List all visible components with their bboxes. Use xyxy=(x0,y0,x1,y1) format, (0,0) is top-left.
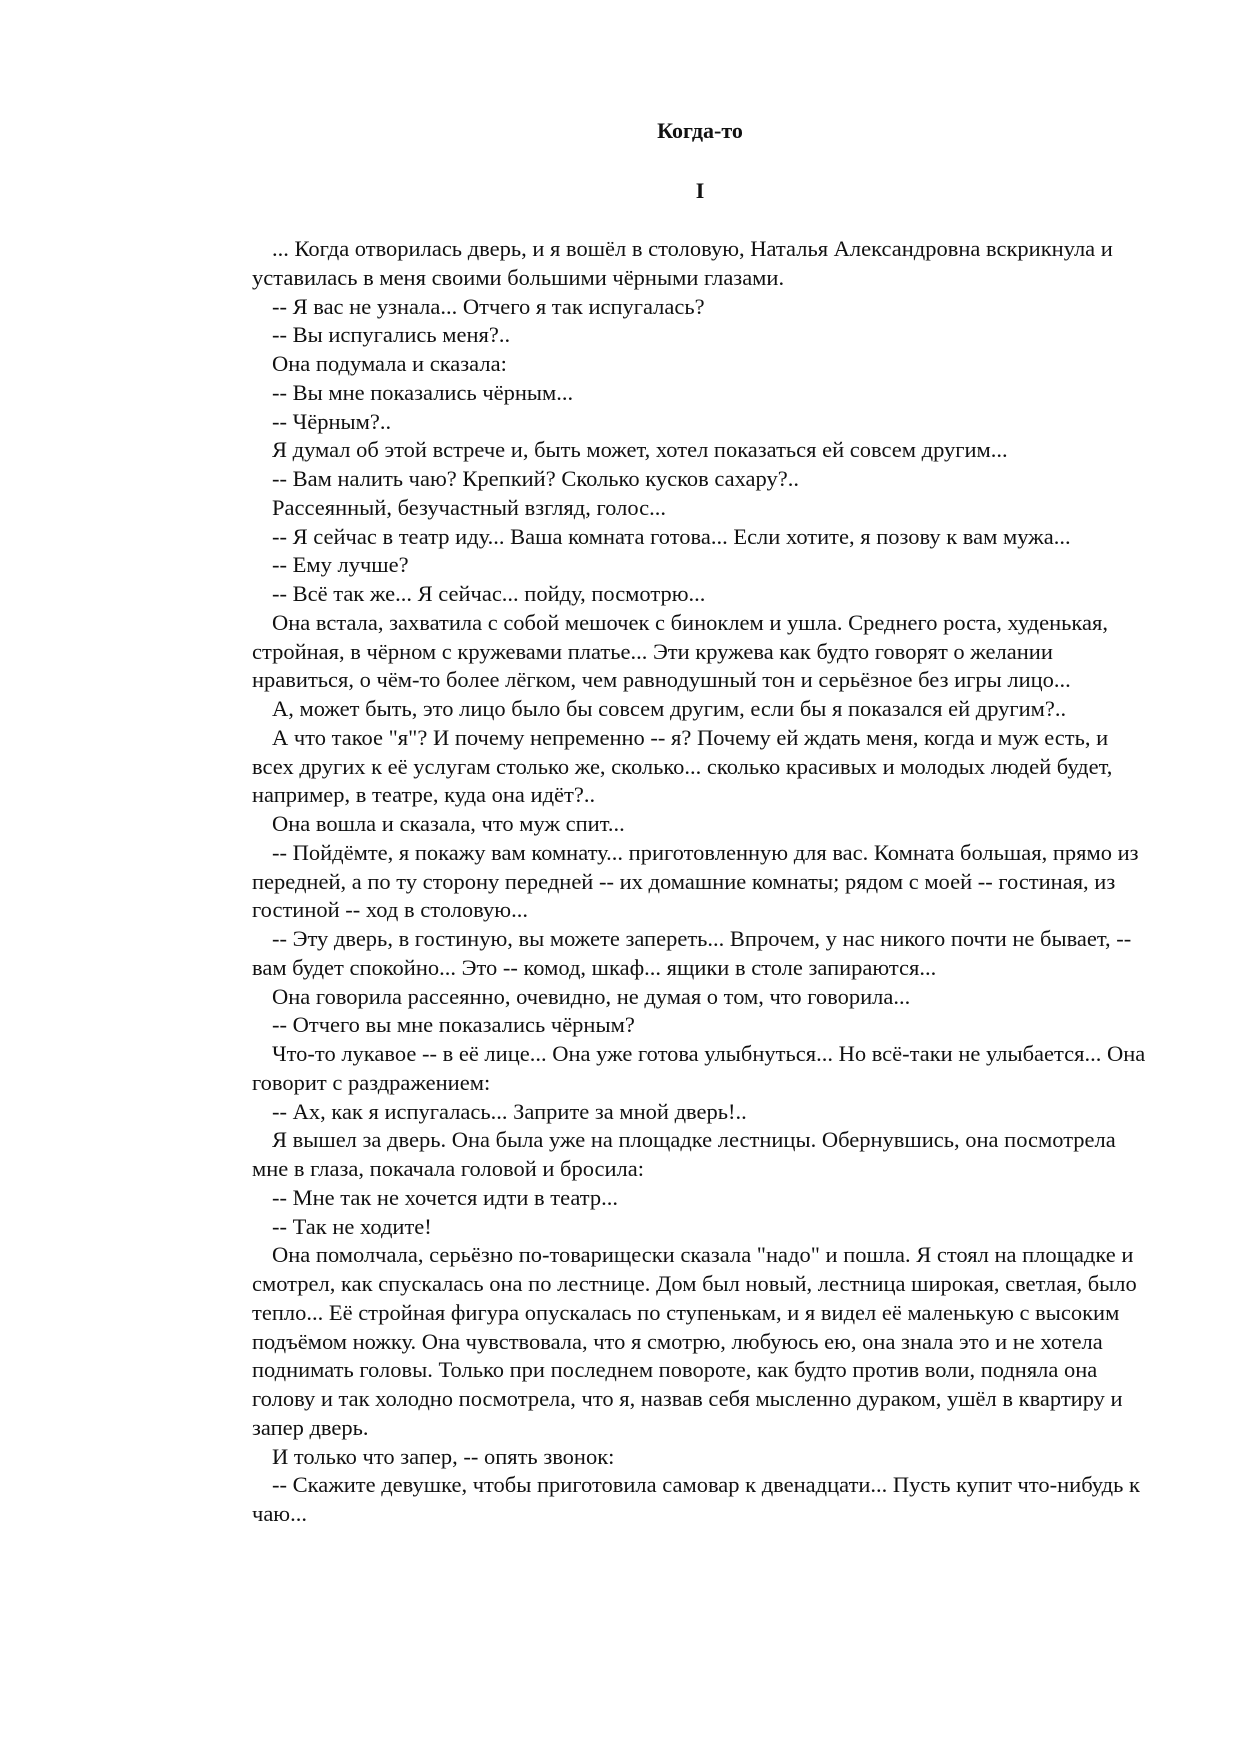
paragraph: Она подумала и сказала: xyxy=(272,351,507,376)
paragraph: Что-то лукавое -- в её лице... Она уже готова улыбнуться... Но всё-таки не улыбается... Она говорит с раздражением: xyxy=(252,1041,1146,1095)
paragraph: -- Вы испугались меня?.. xyxy=(272,322,511,348)
paragraph: -- Мне так не хочется идти в театр... xyxy=(272,1184,618,1210)
paragraph: Она говорила рассеянно, очевидно, не думая о том, что говорила... xyxy=(272,983,911,1009)
paragraph: -- Чёрным?.. xyxy=(272,408,392,434)
paragraph: Я вышел за дверь. Она была уже на площадке лестницы. Обернувшись, она посмотрела мне в глаза, покачала головой и бросила: xyxy=(252,1127,1116,1181)
paragraph: Я думал об этой встрече и, быть может, хотел показаться ей совсем другим... xyxy=(272,437,1008,463)
paragraph: -- Вам налить чаю? Крепкий? Сколько кусков сахару?.. xyxy=(272,466,799,491)
paragraph: -- Ах, как я испугалась... Заприте за мной дверь!.. xyxy=(272,1098,747,1124)
paragraph: А, может быть, это лицо было бы совсем другим, если бы я показался ей другим?.. xyxy=(272,696,1067,721)
paragraph: -- Эту дверь, в гостиную, вы можете запереть... Впрочем, у нас никого почти не бывает, -- вам будет спокойно... Это -- комод, шкаф... ящики в столе запираются... xyxy=(252,926,1132,980)
paragraph: -- Всё так же... Я сейчас... пойду, посмотрю... xyxy=(272,581,706,606)
paragraph: -- Скажите девушке, чтобы приготовила самовар к двенадцати... Пусть купит что-нибудь к чаю... xyxy=(252,1472,1140,1526)
paragraph: Она встала, захватила с собой мешочек с биноклем и ушла. Среднего роста, худенькая, стройная, в чёрном с кружевами платье... Эти кружева как будто говорят о желании нравиться, о чём-то более лёгком, чем равнодушный тон и серьёзное без игры лицо... xyxy=(252,609,1108,693)
paragraph: А что такое "я"? И почему непременно -- я? Почему ей ждать меня, когда и муж есть, и всех других к её услугам столько же, сколько... сколько красивых и молодых людей будет, например, в театре, куда она идёт?.. xyxy=(252,724,1113,808)
paragraph: -- Я сейчас в театр иду... Ваша комната готова... Если хотите, я позову к вам мужа... xyxy=(272,523,1071,549)
paragraph: Она вошла и сказала, что муж спит... xyxy=(272,811,625,836)
paragraph: -- Вы мне показались чёрным... xyxy=(272,379,574,405)
paragraph: -- Ему лучше? xyxy=(272,552,409,578)
chapter-number: I xyxy=(695,178,705,203)
paragraph: -- Так не ходите! xyxy=(272,1213,432,1239)
paragraph: -- Отчего вы мне показались чёрным? xyxy=(272,1012,635,1038)
paragraph: ... Когда отворилась дверь, и я вошёл в столовую, Наталья Александровна вскрикнула и уставилась в меня своими большими чёрными глазами. xyxy=(252,236,1113,290)
paragraph: -- Я вас не узнала... Отчего я так испугалась? xyxy=(272,293,705,319)
story-title: Когда-то xyxy=(657,118,743,143)
paragraph: -- Пойдёмте, я покажу вам комнату... приготовленную для вас. Комната большая, прямо из передней, а по ту сторону передней -- их домашние комнаты; рядом с моей -- гостиная, из гостиной -- ход в столовую... xyxy=(252,839,1139,923)
paragraph: Она помолчала, серьёзно по-товарищески сказала "надо" и пошла. Я стоял на площадке и смотрел, как спускалась она по лестнице. Дом был новый, лестница широкая, светлая, было тепло... Её стройная фигура опускалась по ступенькам, и я видел её маленькую с высоким подъёмом ножку. Она чувствовала, что я смотрю, любуюсь ею, она знала это и не хотела поднимать головы. Только при последнем повороте, как будто против воли, подняла она голову и так холодно посмотрела, что я, назвав себя мысленно дураком, ушёл в квартиру и запер дверь. xyxy=(252,1242,1137,1440)
paragraph: И только что запер, -- опять звонок: xyxy=(272,1443,615,1469)
story-body xyxy=(252,235,1152,1529)
paragraph: Рассеянный, безучастный взгляд, голос... xyxy=(272,494,666,520)
